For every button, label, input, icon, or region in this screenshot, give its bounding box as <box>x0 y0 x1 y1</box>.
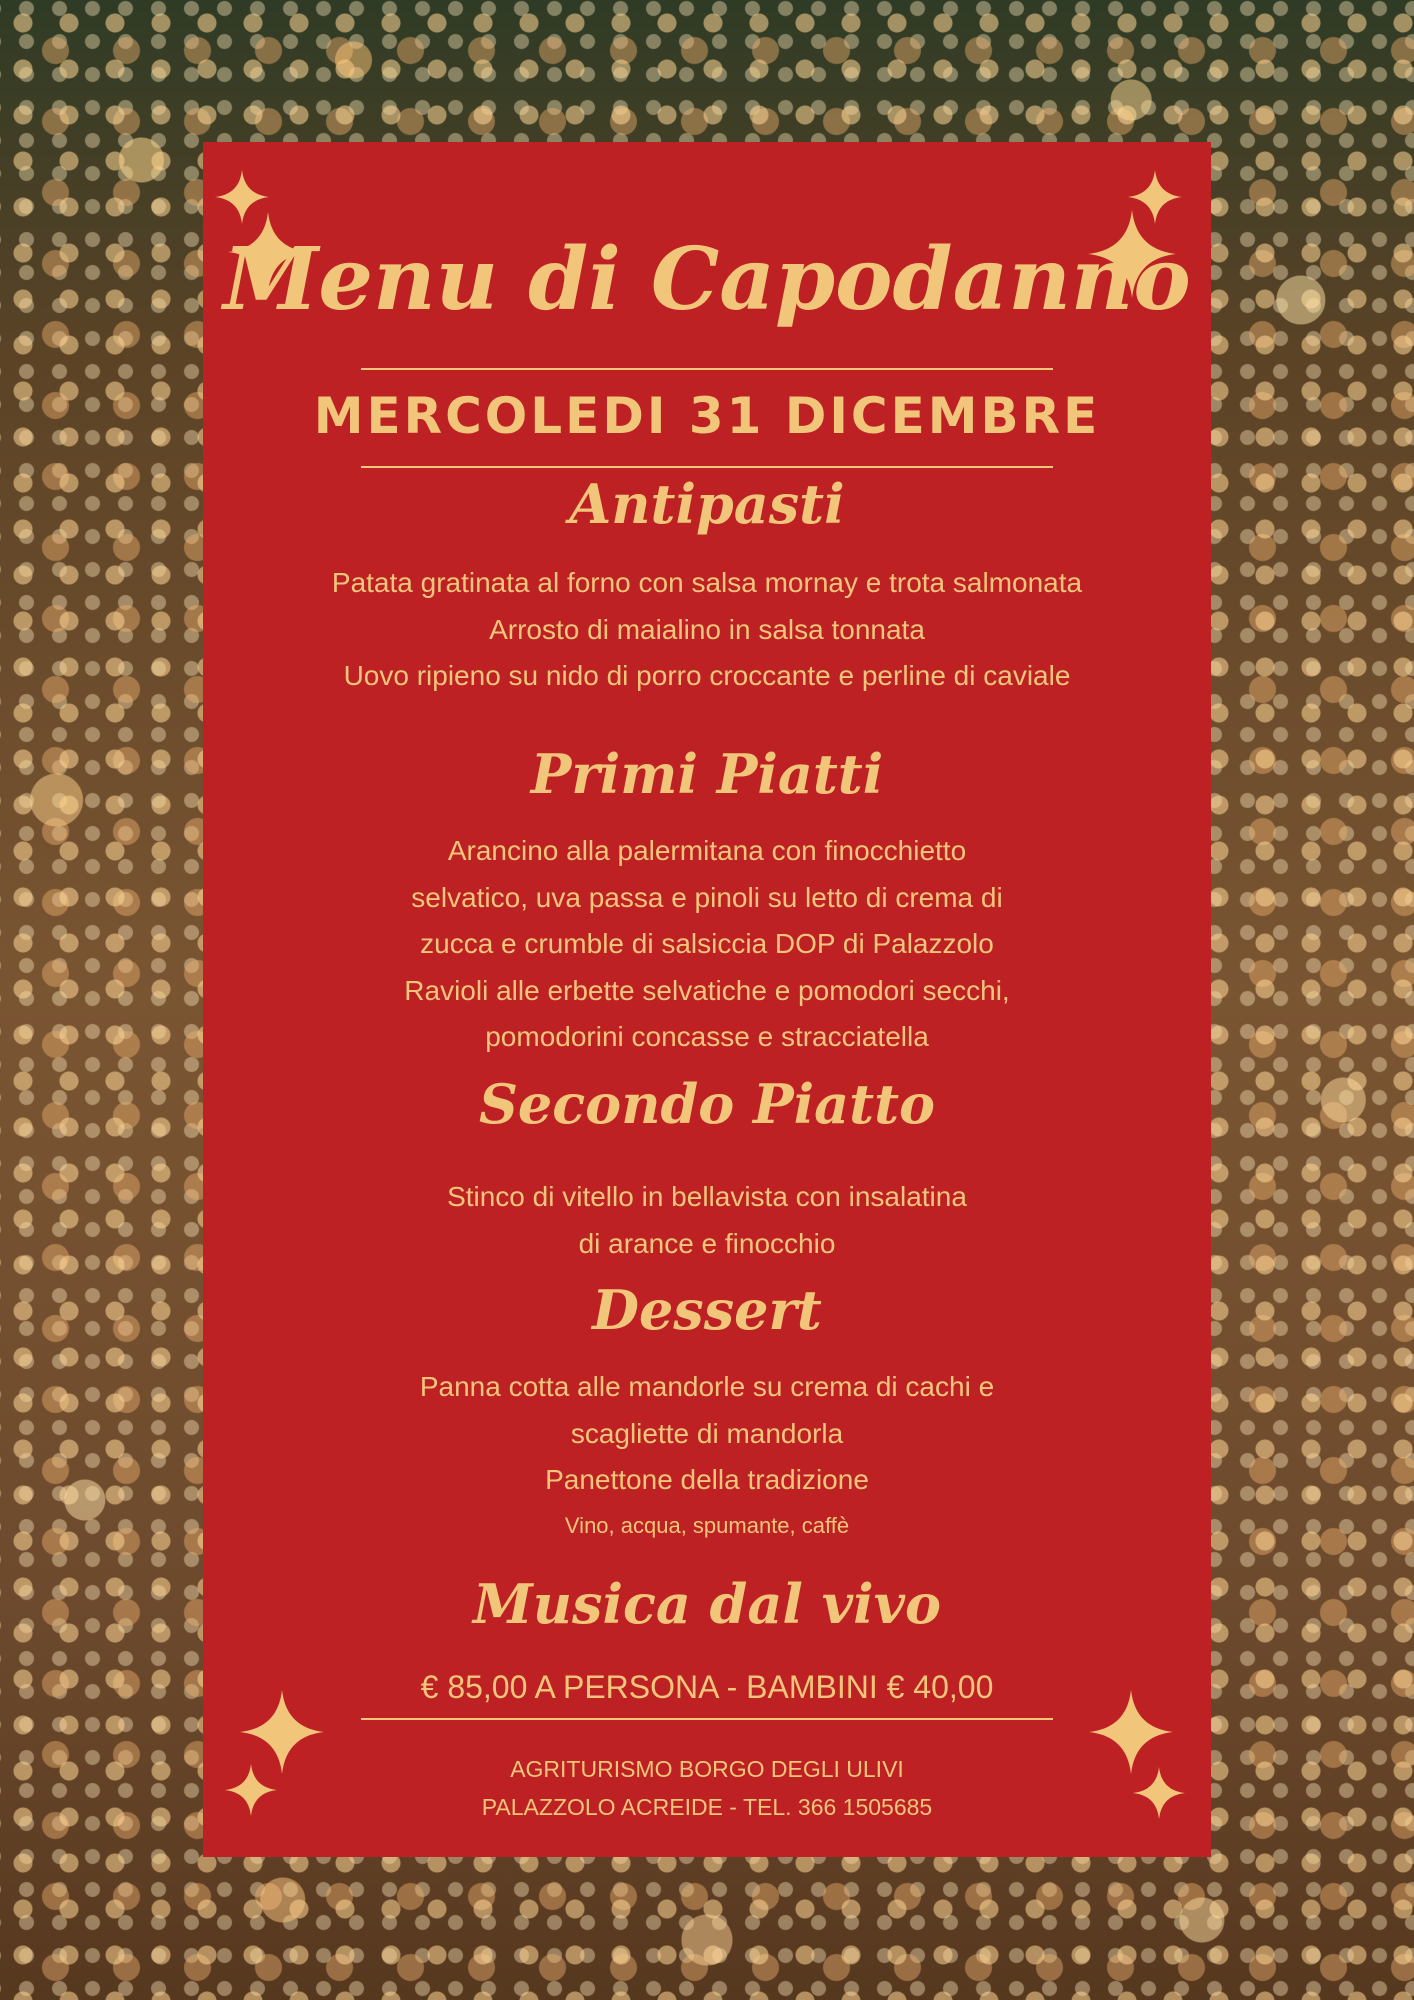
menu-item: Patata gratinata al forno con salsa mornay e trota salmonata <box>331 567 1083 598</box>
divider <box>361 466 1053 468</box>
menu-item: Ravioli alle erbette selvatiche e pomodori secchi, <box>404 974 1010 1006</box>
section-items-primi-piatti <box>203 828 1211 1061</box>
menu-title: Menu di Capodanno <box>223 229 1191 330</box>
menu-item: scagliette di mandorla <box>570 1417 844 1449</box>
section-title-dessert: Dessert <box>592 1278 822 1342</box>
venue-contact: PALAZZOLO ACREIDE - TEL. 366 1505685 <box>481 1794 933 1820</box>
menu-item: Stinco di vitello in bellavista con insalatina <box>447 1181 967 1212</box>
music-heading: Musica dal vivo <box>473 1572 941 1636</box>
section-title-primi-piatti: Primi Piatti <box>530 742 884 806</box>
menu-card <box>203 142 1211 1857</box>
menu-item: Panettone della tradizione <box>545 1464 869 1495</box>
price-line: € 85,00 A PERSONA - BAMBINI € 40,00 <box>420 1669 994 1705</box>
section-title-antipasti: Antipasti <box>569 472 845 536</box>
menu-item: zucca e crumble di salsiccia DOP di Palazzolo <box>420 928 994 959</box>
menu-item: Arrosto di maialino in salsa tonnata <box>489 613 925 645</box>
section-title-secondo-piatto: Secondo Piatto <box>478 1072 936 1136</box>
section-items-secondo-piatto <box>203 1174 1211 1267</box>
section-items-dessert <box>203 1364 1211 1542</box>
menu-item: Panna cotta alle mandorle su crema di cachi e <box>419 1371 995 1402</box>
section-items-antipasti <box>203 560 1211 700</box>
menu-item: Uovo ripieno su nido di porro croccante e perline di caviale <box>343 660 1071 691</box>
venue-footer <box>203 1750 1211 1826</box>
menu-item: pomodorini concasse e stracciatella <box>485 1021 929 1052</box>
menu-item: di arance e finocchio <box>578 1227 836 1259</box>
divider <box>361 368 1053 370</box>
drinks-note: Vino, acqua, spumante, caffè <box>564 1512 850 1538</box>
divider <box>361 1718 1053 1720</box>
venue-name: AGRITURISMO BORGO DEGLI ULIVI <box>510 1756 904 1782</box>
event-date: MERCOLEDI 31 DICEMBRE <box>313 387 1101 445</box>
menu-item: Arancino alla palermitana con finocchietto <box>447 835 967 866</box>
menu-item: selvatico, uva passa e pinoli su letto di crema di <box>411 881 1003 913</box>
